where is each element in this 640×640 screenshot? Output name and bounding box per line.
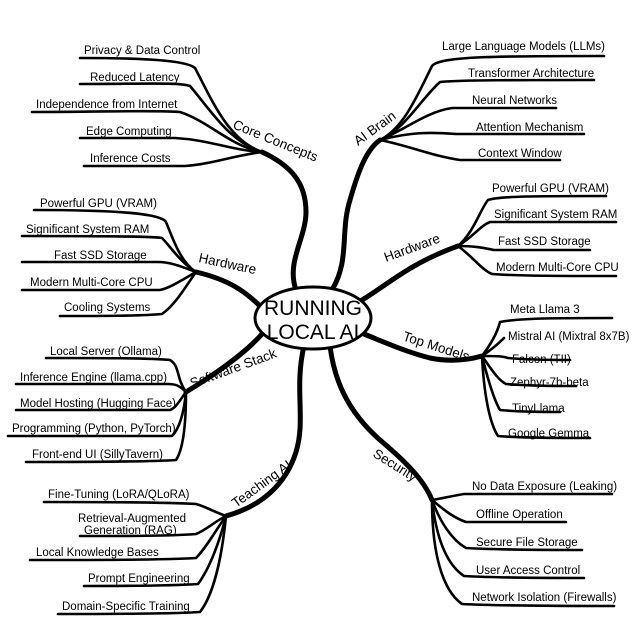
core-concepts-item: Reduced Latency <box>90 72 180 84</box>
branch-software-stack <box>8 346 279 462</box>
core-concepts-item: Inference Costs <box>90 153 171 165</box>
branch-top-models <box>401 304 630 440</box>
hardware-right-item: Modern Multi-Core CPU <box>496 262 619 274</box>
hardware-left-item: Fast SSD Storage <box>54 250 147 262</box>
top-models-item: Mistral AI (Mixtral 8x7B) <box>508 331 630 343</box>
branch-core-concepts <box>32 45 320 166</box>
top-models-item: Meta Llama 3 <box>510 304 580 316</box>
security-item: No Data Exposure (Leaking) <box>472 481 618 493</box>
top-models-item: TinyLlama <box>512 403 565 415</box>
software-stack-label: Software Stack <box>187 345 279 391</box>
hardware-right-label: Hardware <box>381 230 443 265</box>
ai-brain-item: Context Window <box>478 148 562 160</box>
core-concepts-label: Core Concepts <box>230 116 320 165</box>
ai-brain-item: Large Language Models (LLMs) <box>442 41 606 53</box>
hardware-left-item: Cooling Systems <box>64 302 151 314</box>
teaching-ai-item: Domain-Specific Training <box>62 601 190 613</box>
hardware-left-item: Modern Multi-Core CPU <box>30 277 153 289</box>
software-stack-item: Front-end UI (SillyTavern) <box>32 449 164 461</box>
software-stack-item: Inference Engine (llama.cpp) <box>20 372 168 384</box>
ai-brain-item: Transformer Architecture <box>468 68 595 80</box>
trunk-core-concepts <box>262 152 306 290</box>
hardware-right-item: Significant System RAM <box>494 209 618 221</box>
ai-brain-item: Neural Networks <box>472 95 557 107</box>
hardware-left-label: Hardware <box>197 250 258 278</box>
trunk-security <box>330 346 432 500</box>
security-item: Offline Operation <box>476 509 563 521</box>
teaching-ai-item: Prompt Engineering <box>88 573 190 585</box>
security-item: User Access Control <box>476 565 581 577</box>
branch-hardware-left <box>22 198 258 316</box>
software-stack-item: Local Server (Ollama) <box>50 346 162 358</box>
branch-ai-brain <box>351 41 605 160</box>
center-node <box>255 287 371 349</box>
software-stack-item: Programming (Python, PyTorch) <box>12 423 176 435</box>
ai-brain-item: Attention Mechanism <box>476 122 584 134</box>
hardware-left-item: Powerful GPU (VRAM) <box>40 198 157 210</box>
center-title-line2: LOCAL AI <box>266 321 360 344</box>
security-item: Secure File Storage <box>476 537 578 549</box>
software-stack-item: Model Hosting (Hugging Face) <box>20 398 176 410</box>
teaching-ai-item: Retrieval-Augmented <box>78 513 187 525</box>
hardware-left-item: Significant System RAM <box>26 224 150 236</box>
branch-teaching-ai <box>30 457 294 614</box>
trunk-hardware-left <box>196 272 262 308</box>
core-concepts-item: Privacy & Data Control <box>84 45 201 57</box>
branch-security <box>370 446 617 606</box>
security-label: Security <box>370 445 420 485</box>
teaching-ai-item: Fine-Tuning (LoRA/QLoRA) <box>48 489 190 501</box>
trunk-ai-brain <box>332 140 380 290</box>
top-models-label: Top Models <box>401 328 472 365</box>
top-models-item: Zephyr-7b-beta <box>510 377 589 389</box>
ai-brain-label: AI Brain <box>350 108 399 149</box>
teaching-ai-item: Local Knowledge Bases <box>36 547 159 559</box>
center-title-line1: RUNNING <box>264 297 362 320</box>
teaching-ai-label: Teaching AI <box>228 457 295 511</box>
top-models-item: Google Gemma <box>508 428 590 440</box>
hardware-right-item: Powerful GPU (VRAM) <box>492 183 609 195</box>
teaching-ai-item: Generation (RAG) <box>84 525 177 537</box>
core-concepts-item: Independence from Internet <box>36 99 178 111</box>
hardware-right-item: Fast SSD Storage <box>498 236 591 248</box>
core-concepts-item: Edge Computing <box>86 126 172 138</box>
security-item: Network Isolation (Firewalls) <box>472 592 617 604</box>
top-models-item: Falcon (TII) <box>512 354 571 366</box>
